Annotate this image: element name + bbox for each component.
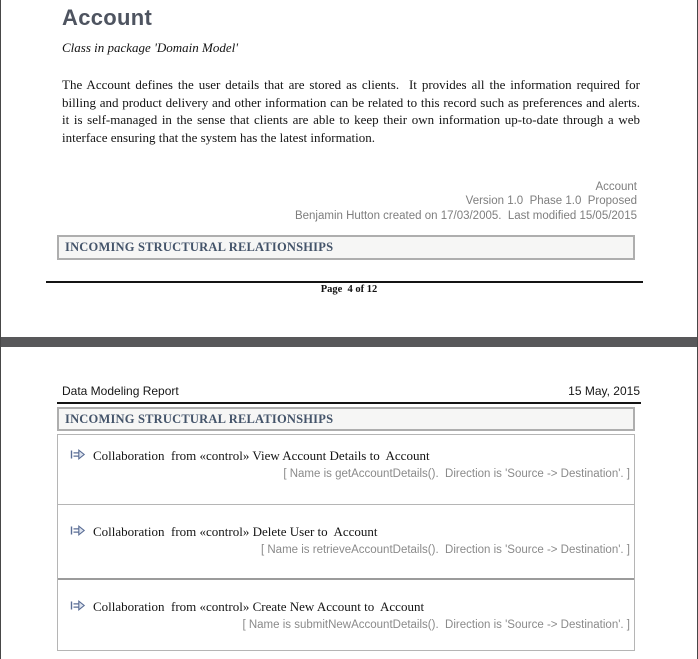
relationship-annotation: [ Name is getAccountDetails(). Direction is 'Source -> Destination'. ] — [283, 468, 630, 480]
page-break-divider — [0, 337, 698, 347]
header-rule — [57, 402, 641, 404]
page-footer-rule — [46, 281, 643, 283]
relationship-list — [57, 434, 635, 651]
element-metadata — [295, 180, 637, 223]
metadata-element-name: Account — [595, 181, 637, 193]
relationship-title: Collaboration from «control» View Account Details to Account — [93, 447, 430, 463]
relationship-annotation: [ Name is retrieveAccountDetails(). Direction is 'Source -> Destination'. ] — [260, 544, 630, 556]
report-header-title: Data Modeling Report — [62, 384, 179, 398]
relationship-title: Collaboration from «control» Delete User to Account — [93, 523, 378, 539]
relationship-title: Collaboration from «control» Create New Account to Account — [93, 598, 425, 614]
relationship-row — [58, 504, 634, 578]
element-type-subtitle: Class in package 'Domain Model' — [62, 40, 238, 55]
relationship-row — [58, 578, 634, 650]
relationship-title-row — [70, 446, 630, 465]
collaboration-arrow-icon — [70, 523, 86, 541]
relationship-row — [58, 435, 634, 504]
section-header-incoming-structural-relationships: INCOMING STRUCTURAL RELATIONSHIPS — [57, 407, 635, 431]
metadata-author-line: Benjamin Hutton created on 17/03/2005. Last modified 15/05/2015 — [294, 209, 637, 222]
collaboration-arrow-icon — [70, 447, 86, 465]
collaboration-arrow-icon — [70, 598, 86, 616]
relationship-title-row — [70, 522, 630, 541]
report-page-1 — [1, 0, 697, 337]
element-description: The Account defines the user details that are stored as clients. It provides all the information required for billing and product delivery and other information can be related to this record such as preferences and alerts. it is self-managed in the sense that clients are able to keep their own information up-to-date through a web interface ensuring that the system has the latest information. — [62, 77, 644, 145]
page-title: Account — [62, 5, 153, 30]
section-header-incoming-structural-relationships: INCOMING STRUCTURAL RELATIONSHIPS — [57, 235, 635, 260]
relationship-title-row — [70, 597, 630, 616]
metadata-version-line: Version 1.0 Phase 1.0 Proposed — [465, 195, 637, 208]
report-page-2 — [1, 347, 697, 659]
relationship-annotation: [ Name is submitNewAccountDetails(). Direction is 'Source -> Destination'. ] — [242, 619, 630, 631]
page-number-footer: Page 4 of 12 — [320, 284, 378, 295]
report-header-date: 15 May, 2015 — [568, 384, 640, 398]
